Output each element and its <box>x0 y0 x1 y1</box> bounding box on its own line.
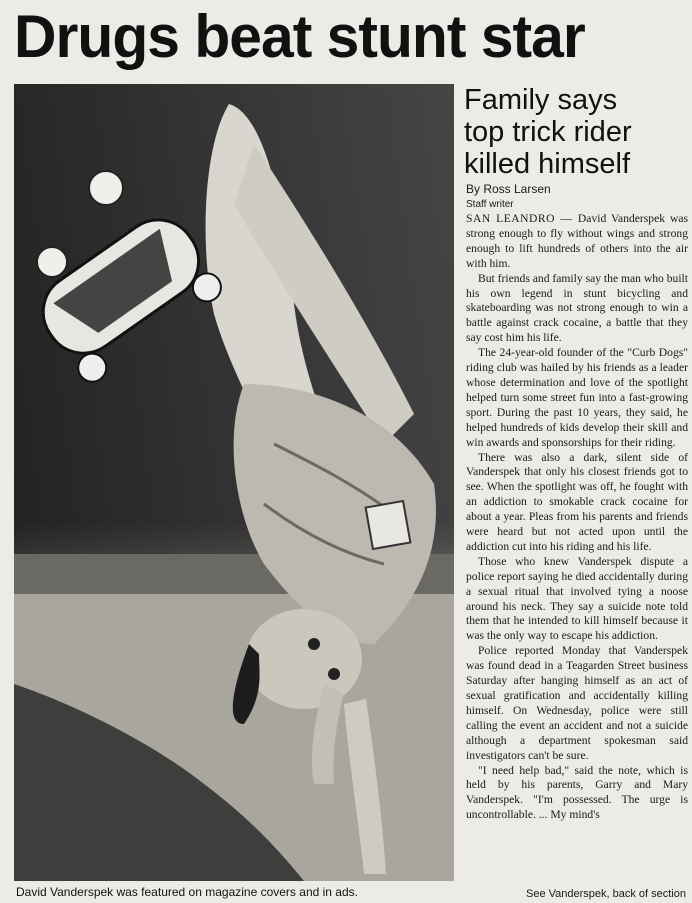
article-paragraph <box>466 212 688 272</box>
byline-author: By Ross Larsen <box>466 182 551 196</box>
article-paragraph: "I need help bad," said the note, which is held by his parents, Garry and Mary Vanderspek. "I'm possessed. The urge is uncontrollable. ... My mind's <box>466 763 688 822</box>
continued-jump-line: See Vanderspek, back of section <box>525 888 686 900</box>
byline-role: Staff writer <box>466 199 514 210</box>
skateboarder-handplant-image <box>14 84 454 881</box>
byline <box>466 182 686 212</box>
article-paragraph: Those who knew Vanderspek dispute a police report saying he died accidentally during a sexual ritual that involved tying a noose around his neck. They say a suicide note told them that he intended to kill himself because it was the only way to escape his addiction. <box>466 554 688 643</box>
subheadline-line: Family says <box>464 84 618 116</box>
article-paragraph: But friends and family say the man who built his own legend in stunt bicycling and skateboarding was not strong enough to win a battle against crack cocaine, a battle that they say cost him his life. <box>466 271 688 345</box>
article-lead: David Vanderspek was strong enough to fly without wings and strong enough to lift hundreds of others into the air with him. <box>466 212 688 270</box>
subheadline-line: killed himself <box>464 148 630 180</box>
article-paragraph: The 24-year-old founder of the "Curb Dogs" riding club was hailed by his friends as a leader whose determination and love of the spotlight helped turn some street fun into a fast-growing sport. During the past 10 years, they said, he helped hundreds of kids develop their skill and win awards and sponsorships for their riding. <box>466 346 688 449</box>
subheadline <box>464 84 686 180</box>
subheadline-line: top trick rider <box>464 116 632 148</box>
article-body <box>466 212 688 823</box>
headline: Drugs beat stunt star <box>14 3 585 70</box>
photo-caption: David Vanderspek was featured on magazine covers and in ads. <box>16 885 358 899</box>
dateline: SAN LEANDRO — <box>466 212 578 225</box>
article-paragraph: Police reported Monday that Vanderspek was found dead in a Teagarden Street business Saturday after hanging himself as an act of sexual gratification and accidentally killing himself. On Wednesday, police were still calling the event an accident and not a suicide although a department spokesman said investigators can't be sure. <box>466 644 688 762</box>
stunt-photo <box>14 84 454 881</box>
article-paragraph: There was also a dark, silent side of Vanderspek that only his closest friends got to see. When the spotlight was off, he fought with an addiction to smokable crack cocaine for about a year. Pleas from his parents and friends were heard but not acted upon until the addiction cut into his riding and his life. <box>466 450 688 553</box>
